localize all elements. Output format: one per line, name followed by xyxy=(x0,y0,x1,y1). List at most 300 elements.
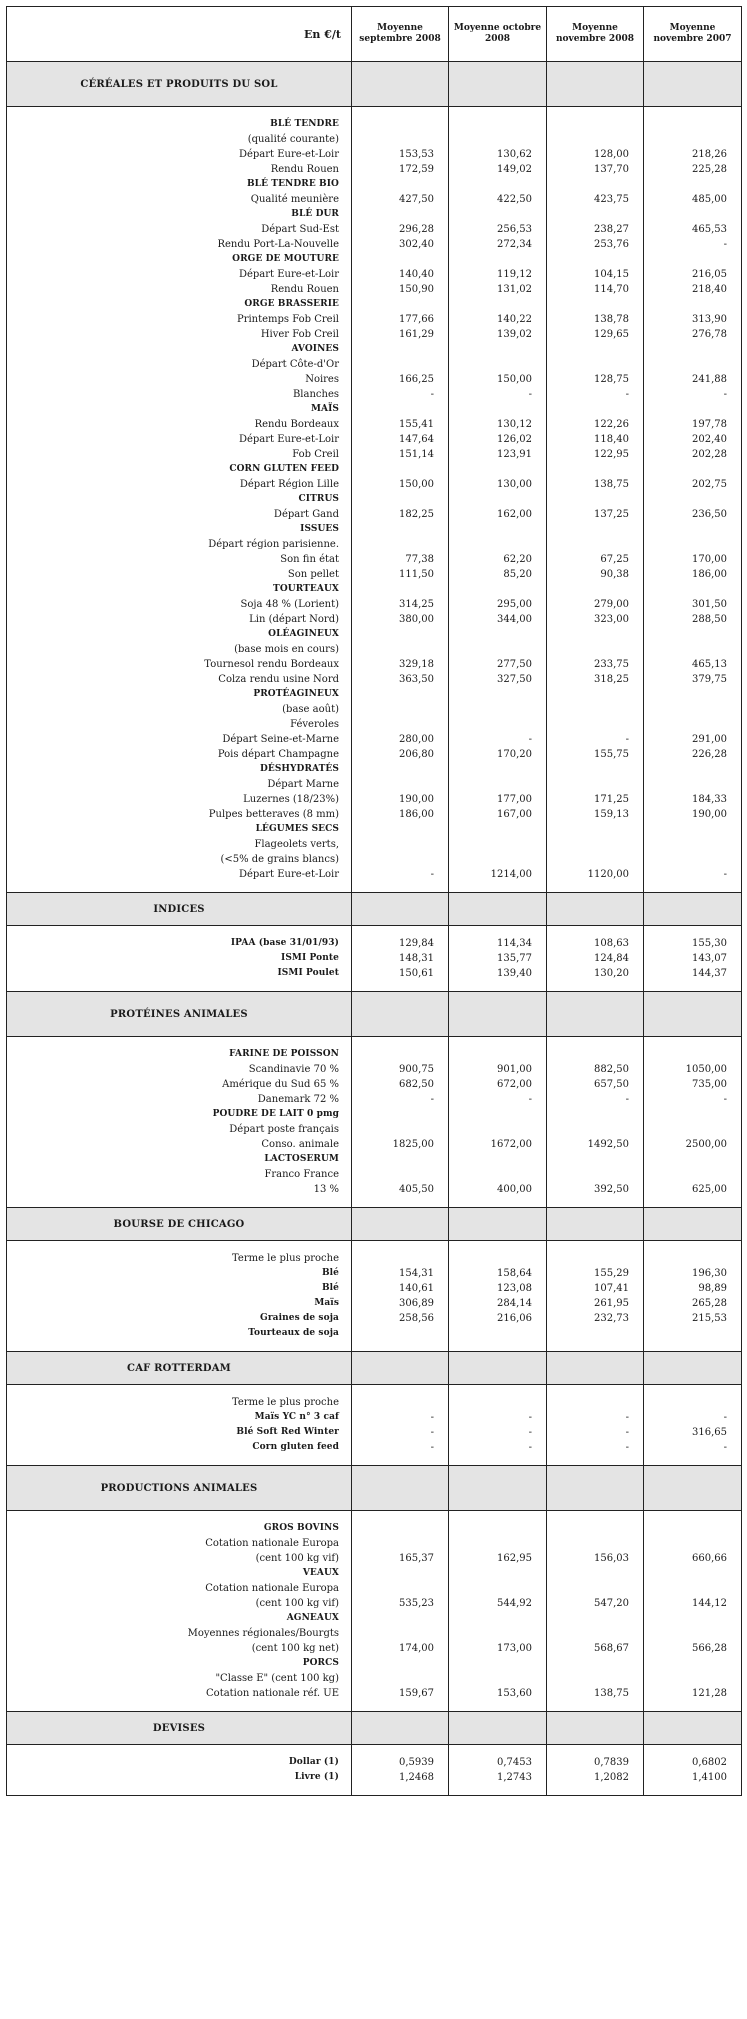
row-label: Franco France xyxy=(7,1167,352,1182)
value-cell: 137,25 xyxy=(547,507,644,522)
table-row xyxy=(7,1536,742,1551)
value-cell: 184,33 xyxy=(644,792,742,807)
table-row xyxy=(7,837,742,852)
row-label: Rendu Port-La-Nouvelle xyxy=(7,237,352,252)
value-cell: 296,28 xyxy=(352,222,449,237)
value-cell: 119,12 xyxy=(449,267,547,282)
value-cell: 329,18 xyxy=(352,657,449,672)
value-cell: 129,65 xyxy=(547,327,644,342)
row-heading: ISMI Poulet xyxy=(7,966,352,981)
spacer-row xyxy=(7,981,742,992)
value-cell xyxy=(547,1395,644,1410)
table-body xyxy=(7,62,742,1796)
table-row xyxy=(7,1626,742,1641)
row-label: (cent 100 kg net) xyxy=(7,1641,352,1656)
spacer-cell xyxy=(449,981,547,992)
row-label: Pois départ Champagne xyxy=(7,747,352,762)
value-cell xyxy=(352,1167,449,1182)
value-cell xyxy=(449,492,547,507)
value-cell xyxy=(644,642,742,657)
row-label: (cent 100 kg vif) xyxy=(7,1551,352,1566)
row-label: Départ Eure-et-Loir xyxy=(7,267,352,282)
value-cell: 150,00 xyxy=(352,477,449,492)
spacer-cell xyxy=(352,1037,449,1048)
value-cell: 107,41 xyxy=(547,1281,644,1296)
row-label: Rendu Rouen xyxy=(7,162,352,177)
spacer-cell xyxy=(352,1241,449,1252)
value-cell: 1,4100 xyxy=(644,1770,742,1785)
header-col-sep-2008: Moyenne septembre 2008 xyxy=(352,7,449,62)
value-cell: 171,25 xyxy=(547,792,644,807)
spacer-cell xyxy=(644,1197,742,1208)
section-filler-cell xyxy=(352,992,449,1037)
header-row xyxy=(7,7,742,62)
value-cell: 1120,00 xyxy=(547,867,644,882)
row-label: Rendu Bordeaux xyxy=(7,417,352,432)
value-cell xyxy=(644,402,742,417)
spacer-cell xyxy=(352,107,449,118)
value-cell xyxy=(644,207,742,222)
value-cell: 161,29 xyxy=(352,327,449,342)
table-row xyxy=(7,1182,742,1197)
value-cell: - xyxy=(547,387,644,402)
row-label: Féveroles xyxy=(7,717,352,732)
spacer-cell xyxy=(7,1455,352,1466)
value-cell xyxy=(352,837,449,852)
value-cell xyxy=(352,357,449,372)
value-cell xyxy=(547,1536,644,1551)
value-cell: 284,14 xyxy=(449,1296,547,1311)
table-row xyxy=(7,357,742,372)
value-cell: 197,78 xyxy=(644,417,742,432)
value-cell: 465,13 xyxy=(644,657,742,672)
row-heading: PORCS xyxy=(7,1656,352,1671)
spacer-cell xyxy=(547,1037,644,1048)
value-cell xyxy=(449,462,547,477)
value-cell xyxy=(449,1152,547,1167)
table-row xyxy=(7,1410,742,1425)
row-label: Blanches xyxy=(7,387,352,402)
value-cell xyxy=(352,1626,449,1641)
value-cell xyxy=(644,462,742,477)
value-cell: 0,7453 xyxy=(449,1755,547,1770)
spacer-cell xyxy=(644,1455,742,1466)
value-cell: 265,28 xyxy=(644,1296,742,1311)
table-row xyxy=(7,1062,742,1077)
row-heading: CORN GLUTEN FEED xyxy=(7,462,352,477)
value-cell xyxy=(644,1656,742,1671)
value-cell: - xyxy=(547,1092,644,1107)
value-cell xyxy=(449,207,547,222)
row-label: Départ Seine-et-Marne xyxy=(7,732,352,747)
value-cell: 218,40 xyxy=(644,282,742,297)
section-filler-cell xyxy=(449,893,547,926)
value-cell xyxy=(449,1251,547,1266)
value-cell: 150,00 xyxy=(449,372,547,387)
value-cell xyxy=(352,1611,449,1626)
section-header xyxy=(7,992,742,1037)
value-cell: 170,00 xyxy=(644,552,742,567)
value-cell: 155,41 xyxy=(352,417,449,432)
value-cell xyxy=(547,1167,644,1182)
value-cell: 140,61 xyxy=(352,1281,449,1296)
row-label: (cent 100 kg vif) xyxy=(7,1596,352,1611)
value-cell: - xyxy=(449,1092,547,1107)
row-heading: VEAUX xyxy=(7,1566,352,1581)
spacer-cell xyxy=(547,107,644,118)
section-filler-cell xyxy=(352,1208,449,1241)
value-cell: 155,30 xyxy=(644,936,742,951)
row-heading: IPAA (base 31/01/93) xyxy=(7,936,352,951)
value-cell: 190,00 xyxy=(644,807,742,822)
value-cell xyxy=(352,1566,449,1581)
spacer-row xyxy=(7,107,742,118)
value-cell xyxy=(547,582,644,597)
value-cell: 241,88 xyxy=(644,372,742,387)
value-cell: 196,30 xyxy=(644,1266,742,1281)
value-cell xyxy=(644,132,742,147)
value-cell: 177,66 xyxy=(352,312,449,327)
value-cell: 140,40 xyxy=(352,267,449,282)
spacer-cell xyxy=(449,926,547,937)
spacer-cell xyxy=(449,882,547,893)
value-cell xyxy=(449,852,547,867)
value-cell xyxy=(352,342,449,357)
value-cell: - xyxy=(449,1410,547,1425)
value-cell: 77,38 xyxy=(352,552,449,567)
table-row xyxy=(7,207,742,222)
spacer-row xyxy=(7,1037,742,1048)
value-cell: 276,78 xyxy=(644,327,742,342)
value-cell xyxy=(644,1536,742,1551)
spacer-row xyxy=(7,1385,742,1396)
value-cell: 258,56 xyxy=(352,1311,449,1326)
spacer-cell xyxy=(7,981,352,992)
value-cell xyxy=(352,297,449,312)
section-filler-cell xyxy=(449,62,547,107)
value-cell xyxy=(352,177,449,192)
value-cell xyxy=(547,627,644,642)
spacer-cell xyxy=(644,1037,742,1048)
value-cell xyxy=(352,582,449,597)
value-cell: - xyxy=(352,1425,449,1440)
value-cell: 313,90 xyxy=(644,312,742,327)
spacer-cell xyxy=(644,882,742,893)
value-cell: 657,50 xyxy=(547,1077,644,1092)
row-label: Départ Sud-Est xyxy=(7,222,352,237)
value-cell: - xyxy=(644,387,742,402)
row-label: 13 % xyxy=(7,1182,352,1197)
value-cell: 400,00 xyxy=(449,1182,547,1197)
section-filler-cell xyxy=(352,1466,449,1511)
value-cell: 660,66 xyxy=(644,1551,742,1566)
table-row xyxy=(7,1755,742,1770)
spacer-cell xyxy=(7,1511,352,1522)
value-cell xyxy=(352,1656,449,1671)
value-cell: 155,75 xyxy=(547,747,644,762)
table-row xyxy=(7,1440,742,1455)
table-row xyxy=(7,282,742,297)
value-cell: 149,02 xyxy=(449,162,547,177)
value-cell xyxy=(547,132,644,147)
value-cell: 1,2468 xyxy=(352,1770,449,1785)
value-cell xyxy=(449,522,547,537)
table-row xyxy=(7,1296,742,1311)
value-cell xyxy=(644,1326,742,1341)
value-cell xyxy=(644,1581,742,1596)
value-cell: 225,28 xyxy=(644,162,742,177)
value-cell xyxy=(449,1167,547,1182)
table-row xyxy=(7,267,742,282)
value-cell: 568,67 xyxy=(547,1641,644,1656)
table-row xyxy=(7,1581,742,1596)
value-cell: 202,40 xyxy=(644,432,742,447)
section-filler-cell xyxy=(547,1466,644,1511)
row-label: Départ Eure-et-Loir xyxy=(7,432,352,447)
value-cell xyxy=(352,1395,449,1410)
row-heading: Corn gluten feed xyxy=(7,1440,352,1455)
value-cell: - xyxy=(644,867,742,882)
value-cell xyxy=(644,1626,742,1641)
value-cell: 236,50 xyxy=(644,507,742,522)
value-cell: 233,75 xyxy=(547,657,644,672)
value-cell: 306,89 xyxy=(352,1296,449,1311)
spacer-cell xyxy=(449,107,547,118)
row-label: Printemps Fob Creil xyxy=(7,312,352,327)
table-row xyxy=(7,342,742,357)
value-cell xyxy=(449,702,547,717)
section-filler-cell xyxy=(352,62,449,107)
section-title: INDICES xyxy=(7,893,352,926)
section-title: CÉRÉALES ET PRODUITS DU SOL xyxy=(7,62,352,107)
value-cell: 151,14 xyxy=(352,447,449,462)
row-heading: POUDRE DE LAIT 0 pmg xyxy=(7,1107,352,1122)
row-label: (base mois en cours) xyxy=(7,642,352,657)
table-row xyxy=(7,1521,742,1536)
value-cell xyxy=(449,1626,547,1641)
spacer-row xyxy=(7,1745,742,1756)
value-cell: 128,75 xyxy=(547,372,644,387)
section-filler-cell xyxy=(449,1466,547,1511)
table-row xyxy=(7,117,742,132)
spacer-row xyxy=(7,1785,742,1796)
value-cell: 316,65 xyxy=(644,1425,742,1440)
table-row xyxy=(7,552,742,567)
value-cell: 392,50 xyxy=(547,1182,644,1197)
value-cell: 135,77 xyxy=(449,951,547,966)
spacer-cell xyxy=(352,1745,449,1756)
value-cell xyxy=(644,1671,742,1686)
value-cell: - xyxy=(547,1425,644,1440)
value-cell xyxy=(644,297,742,312)
value-cell: 882,50 xyxy=(547,1062,644,1077)
value-cell: 159,67 xyxy=(352,1686,449,1701)
table-row xyxy=(7,1611,742,1626)
value-cell xyxy=(644,492,742,507)
row-heading: ISSUES xyxy=(7,522,352,537)
value-cell: 159,13 xyxy=(547,807,644,822)
value-cell: 422,50 xyxy=(449,192,547,207)
value-cell: 122,26 xyxy=(547,417,644,432)
table-row xyxy=(7,462,742,477)
value-cell: - xyxy=(352,1440,449,1455)
value-cell: 155,29 xyxy=(547,1266,644,1281)
value-cell: 206,80 xyxy=(352,747,449,762)
spacer-cell xyxy=(547,1745,644,1756)
value-cell: - xyxy=(644,1410,742,1425)
row-label: Départ Marne xyxy=(7,777,352,792)
table-row xyxy=(7,852,742,867)
row-label: Fob Creil xyxy=(7,447,352,462)
value-cell xyxy=(352,537,449,552)
value-cell xyxy=(449,1326,547,1341)
table-row xyxy=(7,732,742,747)
value-cell xyxy=(449,1107,547,1122)
table-row xyxy=(7,747,742,762)
value-cell: 0,7839 xyxy=(547,1755,644,1770)
value-cell xyxy=(547,837,644,852)
value-cell: 124,84 xyxy=(547,951,644,966)
section-filler-cell xyxy=(644,62,742,107)
value-cell xyxy=(352,1671,449,1686)
spacer-cell xyxy=(7,1385,352,1396)
value-cell: 167,00 xyxy=(449,807,547,822)
value-cell: 156,03 xyxy=(547,1551,644,1566)
value-cell: 379,75 xyxy=(644,672,742,687)
value-cell xyxy=(547,1251,644,1266)
value-cell: 186,00 xyxy=(644,567,742,582)
section-header xyxy=(7,1712,742,1745)
table-row xyxy=(7,1656,742,1671)
row-label: Lin (départ Nord) xyxy=(7,612,352,627)
value-cell xyxy=(644,342,742,357)
value-cell xyxy=(644,177,742,192)
value-cell xyxy=(547,822,644,837)
spacer-cell xyxy=(7,1701,352,1712)
spacer-cell xyxy=(449,1341,547,1352)
table-row xyxy=(7,537,742,552)
value-cell xyxy=(547,1566,644,1581)
value-cell: 380,00 xyxy=(352,612,449,627)
section-title: PROTÉINES ANIMALES xyxy=(7,992,352,1037)
table-row xyxy=(7,162,742,177)
value-cell: 186,00 xyxy=(352,807,449,822)
value-cell xyxy=(644,522,742,537)
value-cell xyxy=(644,777,742,792)
row-label: Amérique du Sud 65 % xyxy=(7,1077,352,1092)
value-cell: 625,00 xyxy=(644,1182,742,1197)
value-cell xyxy=(352,117,449,132)
table-row xyxy=(7,807,742,822)
value-cell: 129,84 xyxy=(352,936,449,951)
value-cell xyxy=(449,342,547,357)
row-label: (qualité courante) xyxy=(7,132,352,147)
value-cell xyxy=(644,627,742,642)
value-cell xyxy=(644,537,742,552)
spacer-cell xyxy=(449,1197,547,1208)
value-cell xyxy=(644,1395,742,1410)
value-cell: 0,6802 xyxy=(644,1755,742,1770)
section-filler-cell xyxy=(352,1352,449,1385)
value-cell: 144,37 xyxy=(644,966,742,981)
value-cell: 314,25 xyxy=(352,597,449,612)
value-cell: 202,28 xyxy=(644,447,742,462)
row-label: Conso. animale xyxy=(7,1137,352,1152)
value-cell: 318,25 xyxy=(547,672,644,687)
value-cell xyxy=(547,1671,644,1686)
value-cell: - xyxy=(352,1410,449,1425)
section-filler-cell xyxy=(449,992,547,1037)
spacer-cell xyxy=(644,1241,742,1252)
value-cell xyxy=(449,1581,547,1596)
value-cell xyxy=(644,717,742,732)
value-cell: 154,31 xyxy=(352,1266,449,1281)
row-heading: LACTOSERUM xyxy=(7,1152,352,1167)
value-cell xyxy=(352,627,449,642)
value-cell: 158,64 xyxy=(449,1266,547,1281)
spacer-row xyxy=(7,1511,742,1522)
value-cell: 547,20 xyxy=(547,1596,644,1611)
value-cell: 901,00 xyxy=(449,1062,547,1077)
value-cell: 295,00 xyxy=(449,597,547,612)
table-row xyxy=(7,1152,742,1167)
value-cell: 1,2082 xyxy=(547,1770,644,1785)
table-row xyxy=(7,1107,742,1122)
value-cell xyxy=(547,177,644,192)
value-cell xyxy=(449,717,547,732)
row-heading: OLÉAGINEUX xyxy=(7,627,352,642)
value-cell xyxy=(352,642,449,657)
value-cell: 98,89 xyxy=(644,1281,742,1296)
spacer-cell xyxy=(449,1701,547,1712)
row-label: Son pellet xyxy=(7,567,352,582)
value-cell: - xyxy=(644,237,742,252)
section-filler-cell xyxy=(644,1466,742,1511)
value-cell xyxy=(547,1326,644,1341)
value-cell: 423,75 xyxy=(547,192,644,207)
spacer-cell xyxy=(449,1241,547,1252)
row-label: Soja 48 % (Lorient) xyxy=(7,597,352,612)
row-label: Son fin état xyxy=(7,552,352,567)
table-row xyxy=(7,1077,742,1092)
table-row xyxy=(7,597,742,612)
value-cell xyxy=(449,297,547,312)
value-cell xyxy=(449,357,547,372)
row-label: Hiver Fob Creil xyxy=(7,327,352,342)
value-cell: 108,63 xyxy=(547,936,644,951)
value-cell: 121,28 xyxy=(644,1686,742,1701)
value-cell: 216,05 xyxy=(644,267,742,282)
value-cell: 672,00 xyxy=(449,1077,547,1092)
value-cell: 261,95 xyxy=(547,1296,644,1311)
row-heading: Livre (1) xyxy=(7,1770,352,1785)
value-cell xyxy=(644,1521,742,1536)
row-heading: Tourteaux de soja xyxy=(7,1326,352,1341)
value-cell: - xyxy=(352,867,449,882)
header-col-nov-2008: Moyenne novembre 2008 xyxy=(547,7,644,62)
spacer-cell xyxy=(547,981,644,992)
spacer-cell xyxy=(352,981,449,992)
table-row xyxy=(7,312,742,327)
section-header xyxy=(7,893,742,926)
value-cell: 182,25 xyxy=(352,507,449,522)
spacer-cell xyxy=(644,1341,742,1352)
table-row xyxy=(7,1311,742,1326)
table-row xyxy=(7,252,742,267)
value-cell: 150,90 xyxy=(352,282,449,297)
value-cell xyxy=(644,852,742,867)
value-cell xyxy=(449,177,547,192)
